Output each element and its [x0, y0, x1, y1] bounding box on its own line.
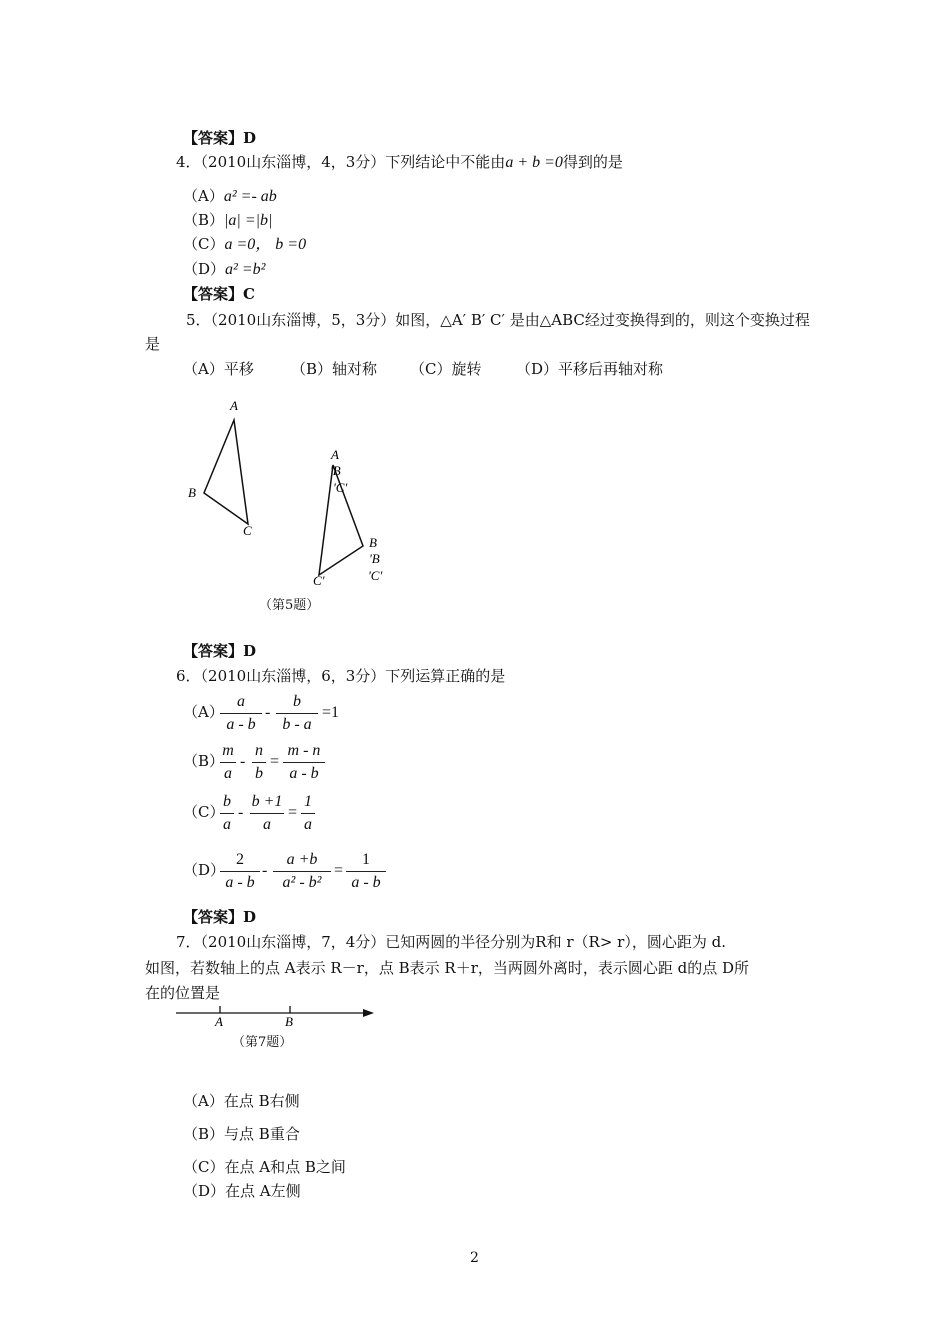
number-line-arrow: [363, 1009, 374, 1017]
q7-option-b: （B）与点 B重合: [183, 1125, 300, 1143]
question-5-stem-line2: 是: [145, 335, 161, 353]
label-b-prime-2: 'B: [369, 551, 380, 566]
q6a-rhs: =1: [322, 704, 340, 721]
answer-3: 【答案】D: [183, 129, 257, 147]
label-a: A: [230, 398, 238, 413]
question-7-line2: 如图，若数轴上的点 A表示 R－r，点 B表示 R＋r，当两圆外离时，表示圆心距 d的点 D所: [145, 959, 750, 977]
q6b-frac1: m a: [220, 741, 236, 784]
q6c-frac3: 1 a: [301, 792, 315, 835]
q5-option-a: （A）平移: [183, 360, 254, 378]
q4-option-d: （D）a² =b²: [183, 260, 266, 278]
label-a-prime-1: A: [331, 447, 339, 462]
answer-6: 【答案】D: [183, 908, 257, 926]
q6-label-a: （A）: [183, 703, 224, 721]
q6a-frac2: b b - a: [276, 692, 318, 735]
q6c-frac1: b a: [220, 792, 234, 835]
figure-7-caption: （第7题）: [232, 1035, 293, 1050]
question-7-line3: 在的位置是: [145, 984, 221, 1002]
label-b-prime-3: 'C': [368, 568, 383, 583]
q6-label-d: （D）: [183, 861, 226, 879]
label-c-prime: C': [313, 573, 325, 588]
answer-4: 【答案】C: [183, 285, 255, 303]
q6c-equals: =: [288, 804, 298, 821]
figure-5-caption: （第5题）: [259, 598, 320, 613]
triangle-abc: [204, 420, 248, 524]
q6d-frac1: 2 a - b: [220, 850, 260, 893]
q7-option-d: （D）在点 A左侧: [183, 1182, 301, 1200]
q6a-frac1: a a - b: [220, 692, 262, 735]
q6a-minus: -: [265, 704, 271, 721]
q4-option-b: （B）|a| =|b|: [183, 211, 273, 229]
page-number: 2: [470, 1250, 479, 1266]
question-7-line1: 7．（2010山东淄博，7，4分）已知两圆的半径分别为R和 r（R> r），圆心距为 d.: [176, 933, 726, 951]
answer-5: 【答案】D: [183, 642, 257, 660]
q6c-minus: -: [238, 804, 244, 821]
q6d-equals: =: [334, 862, 344, 879]
label-a-prime-3: 'C': [333, 480, 348, 495]
label-b: B: [188, 485, 196, 500]
q5-option-c: （C）旋转: [410, 360, 482, 378]
label-a-prime-2: 'B: [330, 463, 341, 478]
label-c: C: [243, 523, 252, 538]
axis-label-a: A: [215, 1014, 223, 1029]
label-b-prime-1: B: [369, 535, 377, 550]
q6d-minus: -: [262, 862, 268, 879]
axis-label-b: B: [285, 1014, 293, 1029]
q7-option-a: （A）在点 B右侧: [183, 1092, 300, 1110]
q6d-frac3: 1 a - b: [346, 850, 386, 893]
q6-label-b: （B）: [183, 752, 225, 770]
q6-label-c: （C）: [183, 803, 225, 821]
q4-option-c: （C）a =0， b =0: [183, 235, 307, 253]
q6b-frac2: n b: [252, 741, 266, 784]
q6c-frac2: b +1 a: [251, 793, 283, 833]
question-4-stem: 4．（2010山东淄博，4，3分）下列结论中不能由a + b =0得到的是: [176, 153, 623, 171]
q6d-frac2: a +b a² - b²: [273, 850, 331, 893]
question-5-stem-line1: 5．（2010山东淄博，5，3分）如图，△A′ B′ C′ 是由△ABC经过变换得到的，则这个变换过程: [186, 311, 810, 329]
q5-option-b: （B）轴对称: [291, 360, 378, 378]
q4-option-a: （A）a² =- ab: [183, 187, 277, 205]
q6b-frac3: m - n a - b: [283, 741, 325, 784]
q7-option-c: （C）在点 A和点 B之间: [183, 1158, 346, 1176]
q6b-minus: -: [240, 753, 246, 770]
question-6-stem: 6．（2010山东淄博，6，3分）下列运算正确的是: [176, 667, 506, 685]
q5-option-d: （D）平移后再轴对称: [516, 360, 664, 378]
q6b-equals: =: [270, 753, 280, 770]
